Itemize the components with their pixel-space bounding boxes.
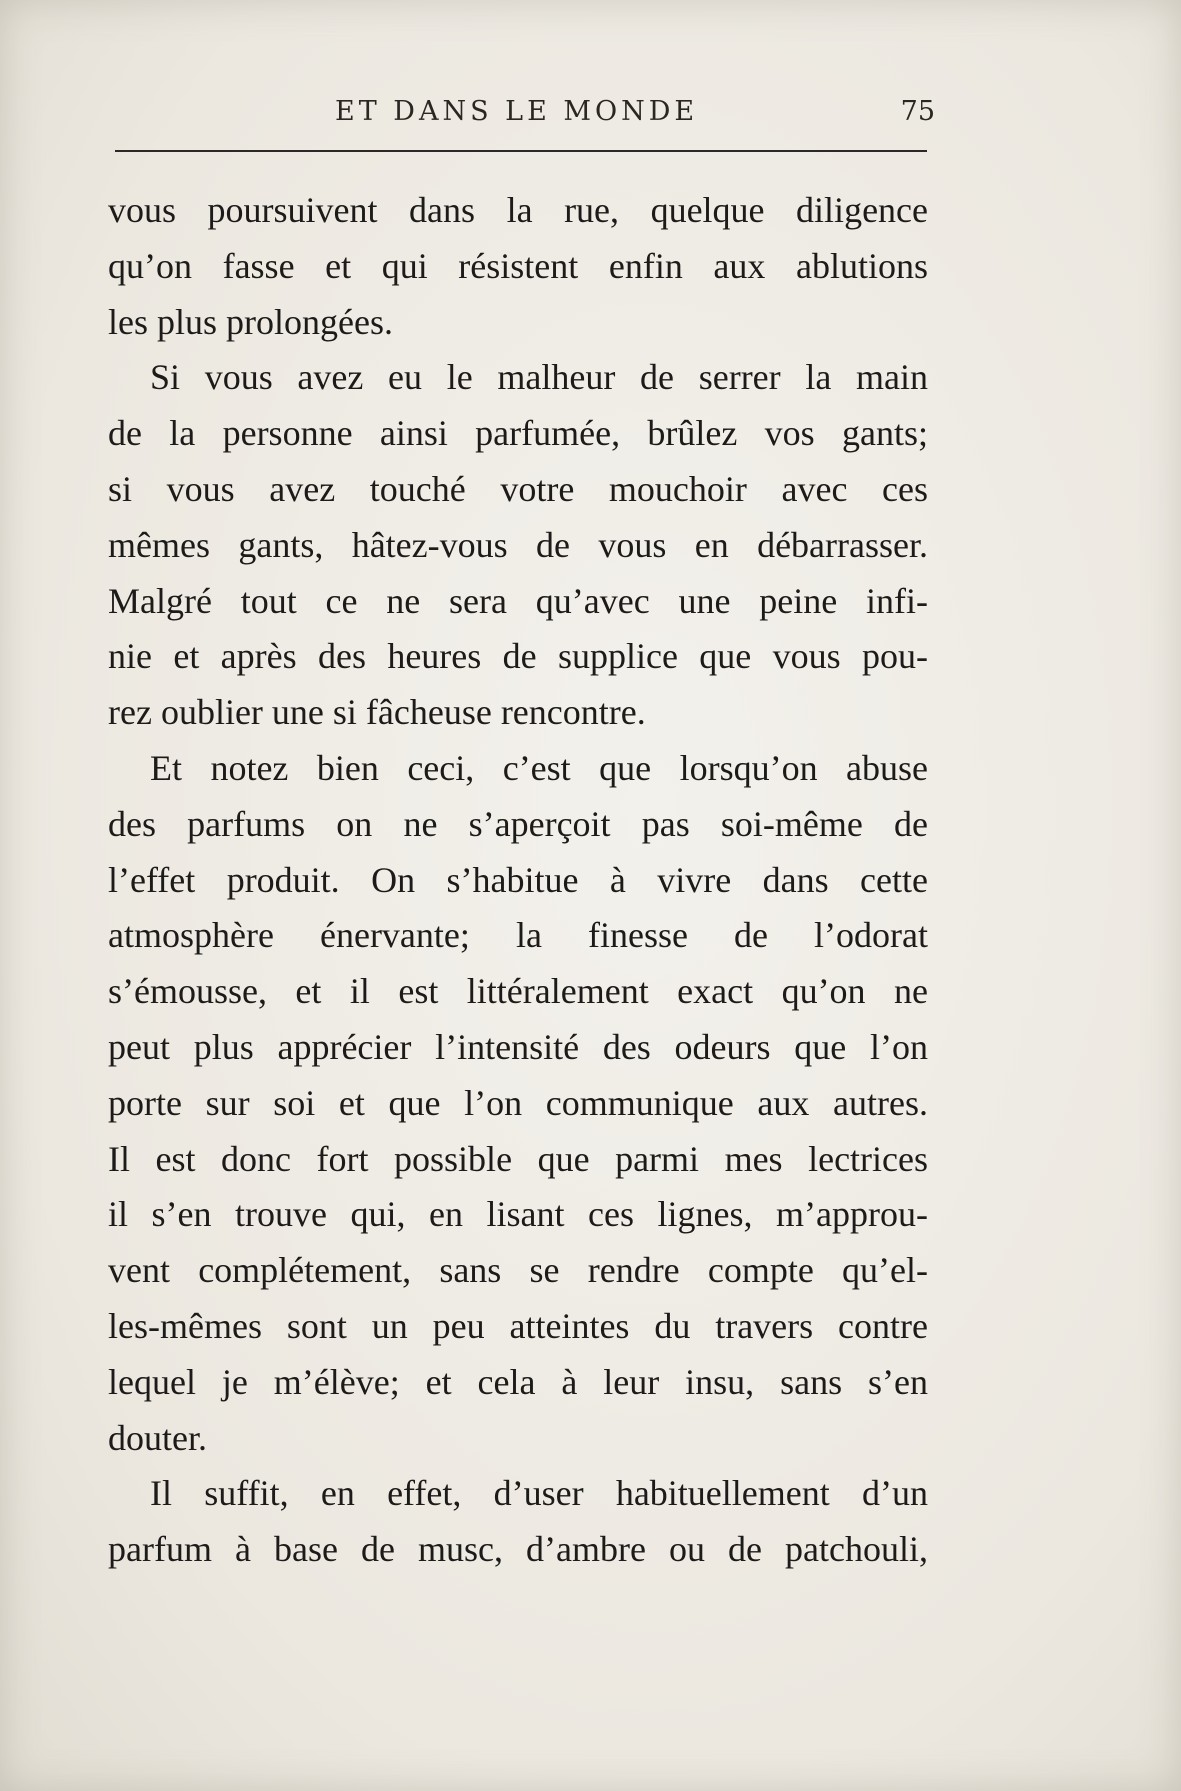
text-line: il s’en trouve qui, en lisant ces lignes, m’approu- [108, 1194, 928, 1235]
text-line: Et notez bien ceci, c’est que lorsqu’on abuse [150, 747, 928, 788]
text-line: peut plus apprécier l’intensité des odeurs que l’on [108, 1026, 928, 1067]
text-line: les plus prolongées. [108, 301, 393, 342]
running-head [110, 92, 935, 132]
text-line: de la personne ainsi parfumée, brûlez vos gants; [108, 413, 928, 454]
text-line: atmosphère énervante; la finesse de l’odorat [108, 915, 928, 956]
text-line: vous poursuivent dans la rue, quelque diligence [108, 190, 928, 230]
text-line: vent complétement, sans se rendre compte qu’el- [108, 1250, 928, 1291]
text-line: qu’on fasse et qui résistent enfin aux ablutions [108, 245, 928, 286]
text-line: Si vous avez eu le malheur de serrer la main [150, 357, 928, 398]
text-line: les-mêmes sont un peu atteintes du travers contre [108, 1305, 928, 1346]
text-line: nie et après des heures de supplice que vous pou- [108, 636, 928, 677]
page-number: 75 [900, 96, 935, 127]
header-rule [115, 150, 927, 152]
text-line: des parfums on ne s’aperçoit pas soi-même de [108, 803, 928, 844]
text-line: douter. [108, 1417, 207, 1458]
text-line: Il suffit, en effet, d’user habituellement d’un [150, 1473, 928, 1514]
body-text [108, 183, 928, 1578]
text-line: parfum à base de musc, d’ambre ou de patchouli, [108, 1529, 928, 1570]
text-line: l’effet produit. On s’habitue à vivre dans cette [108, 859, 928, 900]
text-line: si vous avez touché votre mouchoir avec ces [108, 468, 928, 509]
text-line: lequel je m’élève; et cela à leur insu, sans s’en [108, 1361, 928, 1402]
text-line: mêmes gants, hâtez-vous de vous en débarrasser. [108, 524, 928, 565]
text-line: rez oublier une si fâcheuse rencontre. [108, 692, 646, 733]
text-line: Malgré tout ce ne sera qu’avec une peine infi- [108, 580, 928, 621]
text-line: porte sur soi et que l’on communique aux autres. [108, 1082, 928, 1123]
text-line: s’émousse, et il est littéralement exact qu’on ne [108, 971, 928, 1012]
running-title: ET DANS LE MONDE [335, 96, 699, 127]
text-line: Il est donc fort possible que parmi mes lectrices [108, 1138, 928, 1179]
